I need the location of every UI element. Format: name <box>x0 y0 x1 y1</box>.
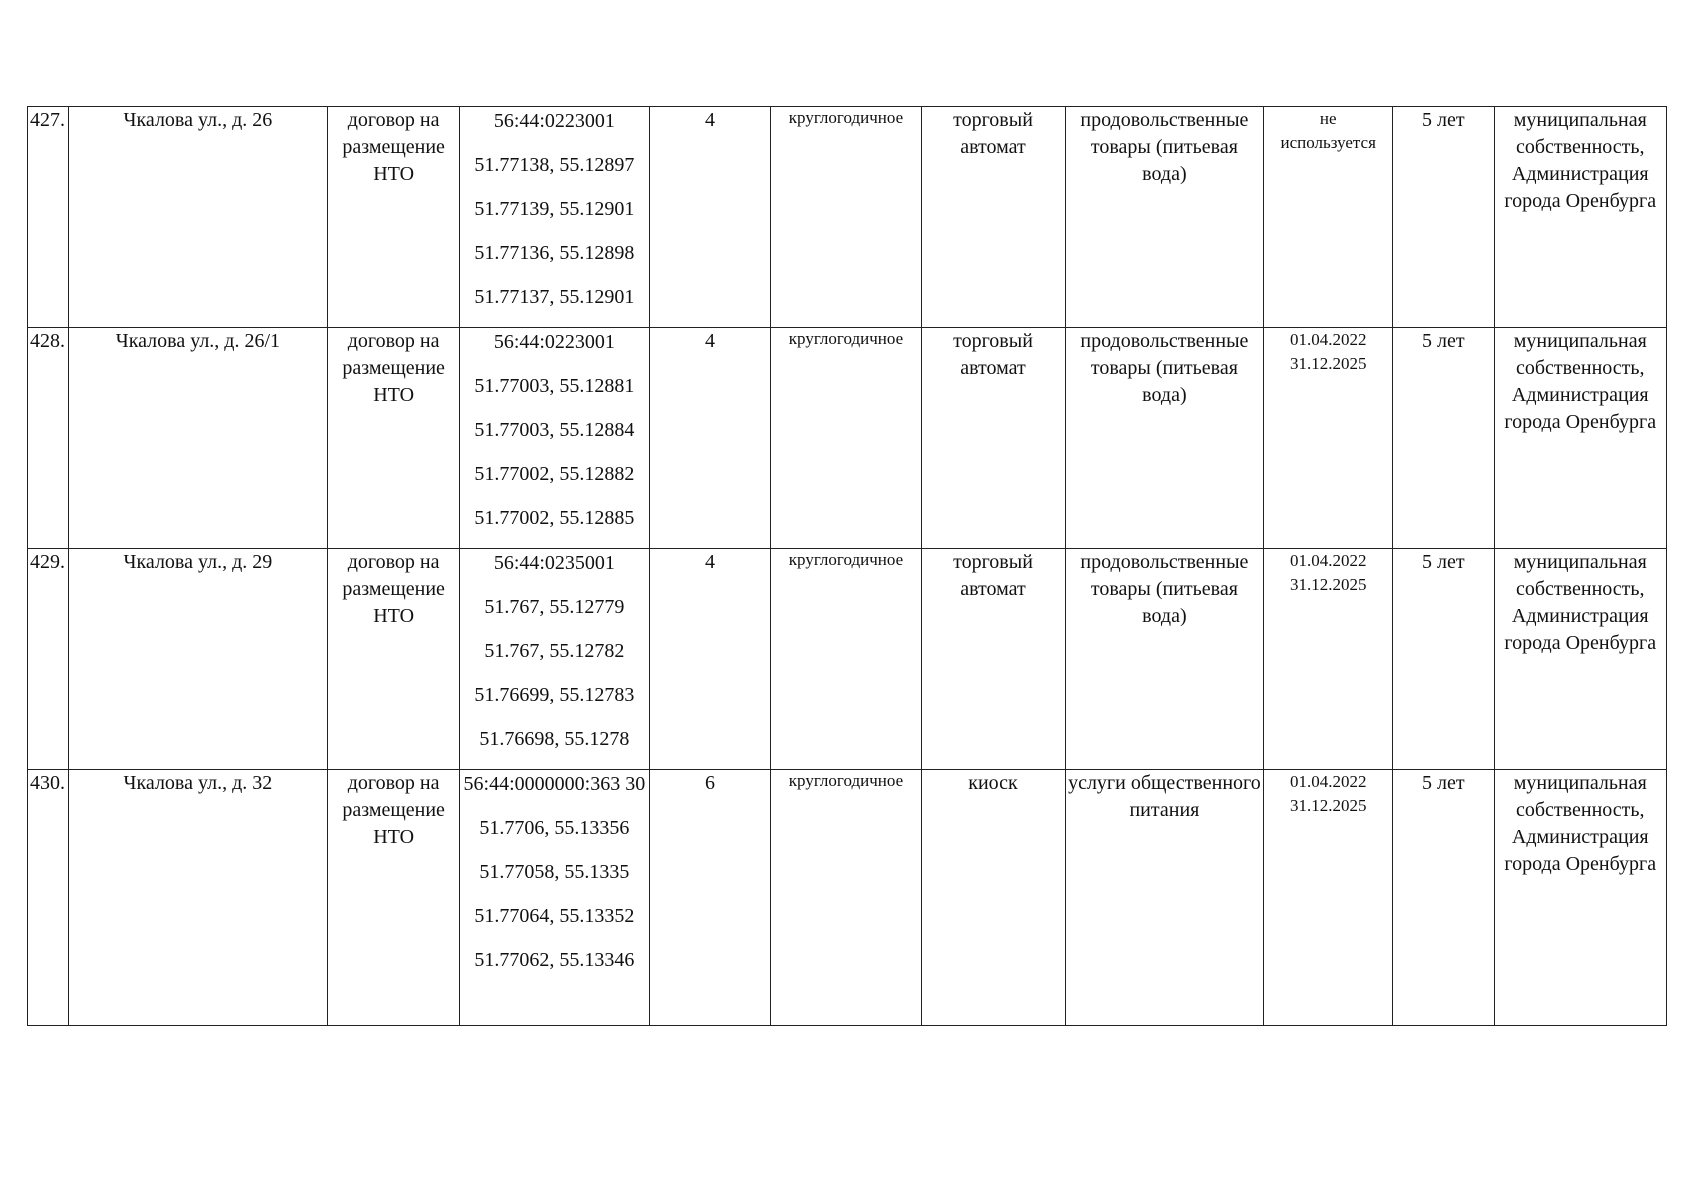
basis-cell: договор на размещение НТО <box>328 107 460 328</box>
coordinate: 51.77062, 55.13346 <box>474 949 635 971</box>
coordinate: 51.77002, 55.12885 <box>474 507 635 529</box>
address-cell: Чкалова ул., д. 26 <box>68 107 328 328</box>
period-cell <box>1264 770 1393 1026</box>
object-type-cell: торговый автомат <box>921 107 1065 328</box>
cadastral-cell <box>460 770 650 1026</box>
term-cell: 5 лет <box>1393 770 1494 1026</box>
coordinate: 51.77139, 55.12901 <box>474 198 635 220</box>
cadastral-cell <box>460 549 650 770</box>
area-cell: 4 <box>649 107 771 328</box>
coordinate: 51.77064, 55.13352 <box>474 905 635 927</box>
owner-cell: муниципальная собственность, Администрация города Оренбурга <box>1494 328 1666 549</box>
specialization-cell: продовольственные товары (питьевая вода) <box>1065 549 1264 770</box>
table-row <box>28 549 1667 770</box>
coordinate: 51.77137, 55.12901 <box>474 286 635 308</box>
coordinate: 51.77136, 55.12898 <box>474 242 635 264</box>
basis-cell: договор на размещение НТО <box>328 328 460 549</box>
coordinate: 51.77058, 55.1335 <box>479 861 630 883</box>
owner-cell: муниципальная собственность, Администрация города Оренбурга <box>1494 549 1666 770</box>
table-row <box>28 107 1667 328</box>
basis-cell: договор на размещение НТО <box>328 770 460 1026</box>
period-end: используется <box>1280 133 1376 152</box>
coordinate: 51.77003, 55.12884 <box>474 419 635 441</box>
owner-cell: муниципальная собственность, Администрация города Оренбурга <box>1494 770 1666 1026</box>
cadastral-cell <box>460 107 650 328</box>
owner-cell: муниципальная собственность, Администрация города Оренбурга <box>1494 107 1666 328</box>
area-cell: 6 <box>649 770 771 1026</box>
row-number: 427. <box>28 107 69 328</box>
specialization-cell: услуги общественного питания <box>1065 770 1264 1026</box>
address-cell: Чкалова ул., д. 32 <box>68 770 328 1026</box>
cadastral-number: 56:44:0000000:363 30 <box>463 773 646 795</box>
term-cell: 5 лет <box>1393 328 1494 549</box>
term-cell: 5 лет <box>1393 107 1494 328</box>
coordinate: 51.77138, 55.12897 <box>474 154 635 176</box>
object-type-cell: торговый автомат <box>921 549 1065 770</box>
coordinate: 51.767, 55.12782 <box>484 640 625 662</box>
period-start: 01.04.2022 <box>1289 330 1367 349</box>
period-end: 31.12.2025 <box>1289 354 1367 373</box>
table-body <box>28 107 1667 1026</box>
period-cell <box>1264 549 1393 770</box>
row-number: 428. <box>28 328 69 549</box>
row-number: 429. <box>28 549 69 770</box>
cadastral-number: 56:44:0235001 <box>493 552 615 574</box>
table-row <box>28 770 1667 1026</box>
coordinate: 51.76698, 55.1278 <box>479 728 630 750</box>
address-cell: Чкалова ул., д. 29 <box>68 549 328 770</box>
coordinate: 51.76699, 55.12783 <box>474 684 635 706</box>
term-cell: 5 лет <box>1393 549 1494 770</box>
season-cell: круглогодичное <box>771 549 921 770</box>
season-cell: круглогодичное <box>771 107 921 328</box>
coordinate: 51.77003, 55.12881 <box>474 375 635 397</box>
area-cell: 4 <box>649 328 771 549</box>
period-start: не <box>1319 109 1337 128</box>
address-cell: Чкалова ул., д. 26/1 <box>68 328 328 549</box>
season-cell: круглогодичное <box>771 328 921 549</box>
coordinate: 51.7706, 55.13356 <box>479 817 630 839</box>
period-end: 31.12.2025 <box>1289 796 1367 815</box>
coordinate: 51.767, 55.12779 <box>484 596 625 618</box>
row-number: 430. <box>28 770 69 1026</box>
nto-registry-table <box>27 106 1667 1026</box>
object-type-cell: торговый автомат <box>921 328 1065 549</box>
specialization-cell: продовольственные товары (питьевая вода) <box>1065 328 1264 549</box>
period-cell <box>1264 107 1393 328</box>
period-cell <box>1264 328 1393 549</box>
season-cell: круглогодичное <box>771 770 921 1026</box>
table-row <box>28 328 1667 549</box>
period-start: 01.04.2022 <box>1289 772 1367 791</box>
cadastral-cell <box>460 328 650 549</box>
object-type-cell: киоск <box>921 770 1065 1026</box>
period-end: 31.12.2025 <box>1289 575 1367 594</box>
cadastral-number: 56:44:0223001 <box>493 331 615 353</box>
basis-cell: договор на размещение НТО <box>328 549 460 770</box>
specialization-cell: продовольственные товары (питьевая вода) <box>1065 107 1264 328</box>
period-start: 01.04.2022 <box>1289 551 1367 570</box>
area-cell: 4 <box>649 549 771 770</box>
coordinate: 51.77002, 55.12882 <box>474 463 635 485</box>
cadastral-number: 56:44:0223001 <box>493 110 615 132</box>
